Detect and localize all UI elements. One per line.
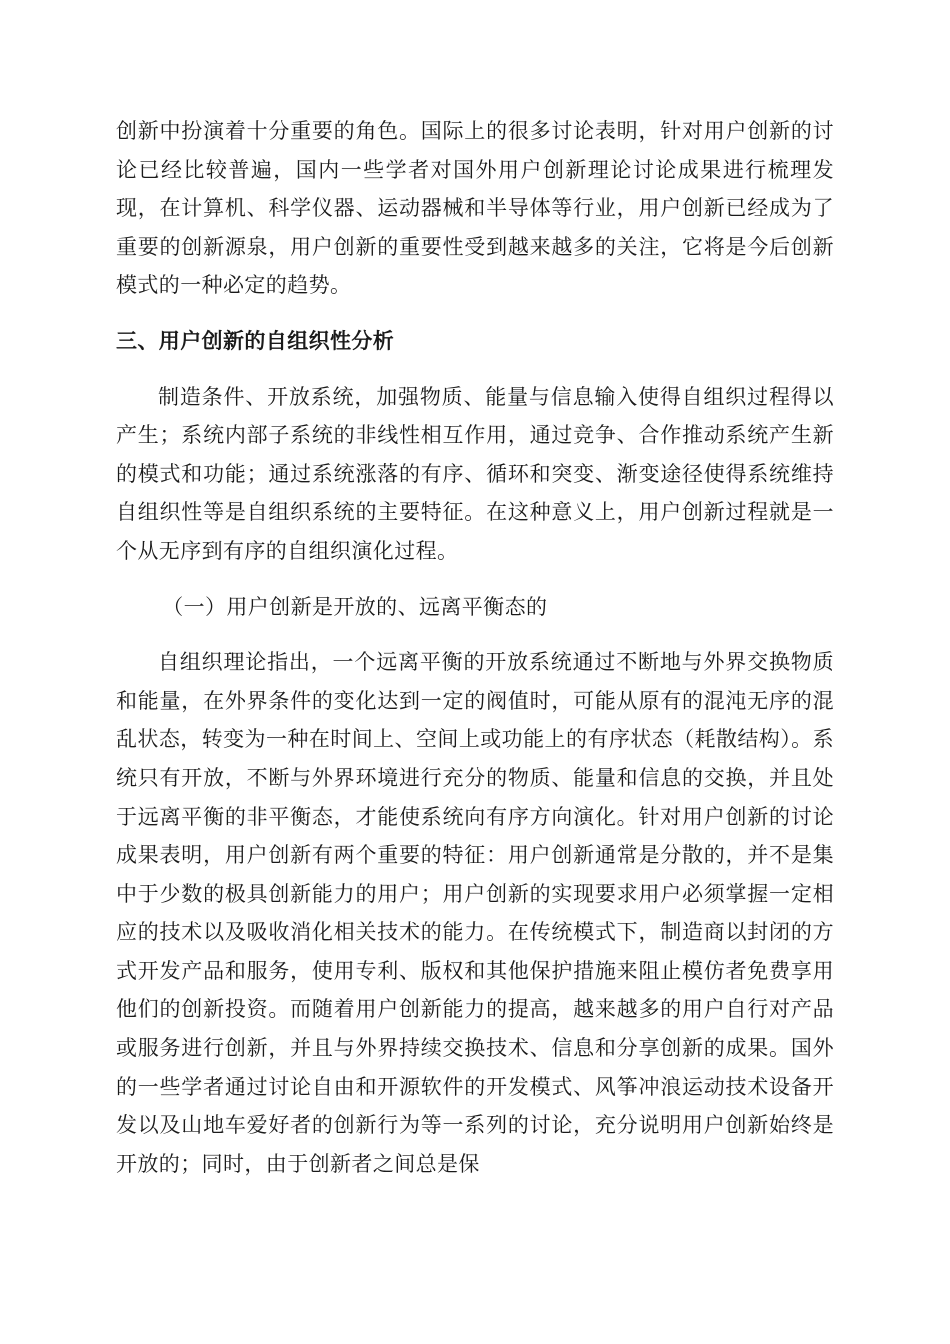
paragraph-continued: 创新中扮演着十分重要的角色。国际上的很多讨论表明，针对用户创新的讨论已经比较普遍，国内一些学者对国外用户创新理论讨论成果进行梳理发现，在计算机、科学仪器、运动器械和半导体等行业，用户创新已经成为了重要的创新源泉，用户创新的重要性受到越来越多的关注，它将是今后创新模式的一种必定的趋势。 (116, 119, 834, 298)
section-heading: 三、用户创新的自组织性分析 (116, 328, 395, 353)
subsection-heading: （一）用户创新是开放的、远离平衡态的 (162, 594, 548, 619)
paragraph-self-organization: 制造条件、开放系统，加强物质、能量与信息输入使得自组织过程得以产生；系统内部子系统的非线性相互作用，通过竞争、合作推动系统产生新的模式和功能；通过系统涨落的有序、循环和突变、渐变途径使得系统维持自组织性等是自组织系统的主要特征。在这种意义上，用户创新过程就是一个从无序到有序的自组织演化过程。 (116, 384, 834, 563)
document-body (116, 112, 834, 1183)
paragraph-openness: 自组织理论指出，一个远离平衡的开放系统通过不断地与外界交换物质和能量，在外界条件的变化达到一定的阀值时，可能从原有的混沌无序的混乱状态，转变为一种在时间上、空间上或功能上的有序状态（耗散结构）。系统只有开放，不断与外界环境进行充分的物质、能量和信息的交换，并且处于远离平衡的非平衡态，才能使系统向有序方向演化。针对用户创新的讨论成果表明，用户创新有两个重要的特征：用户创新通常是分散的，并不是集中于少数的极具创新能力的用户；用户创新的实现要求用户必须掌握一定相应的技术以及吸收消化相关技术的能力。在传统模式下，制造商以封闭的方式开发产品和服务，使用专利、版权和其他保护措施来阻止模仿者免费享用他们的创新投资。而随着用户创新能力的提高，越来越多的用户自行对产品或服务进行创新，并且与外界持续交换技术、信息和分享创新的成果。国外的一些学者通过讨论自由和开源软件的开发模式、风筝冲浪运动技术设备开发以及山地车爱好者的创新行为等一系列的讨论，充分说明用户创新始终是开放的；同时，由于创新者之间总是保 (116, 650, 834, 1176)
